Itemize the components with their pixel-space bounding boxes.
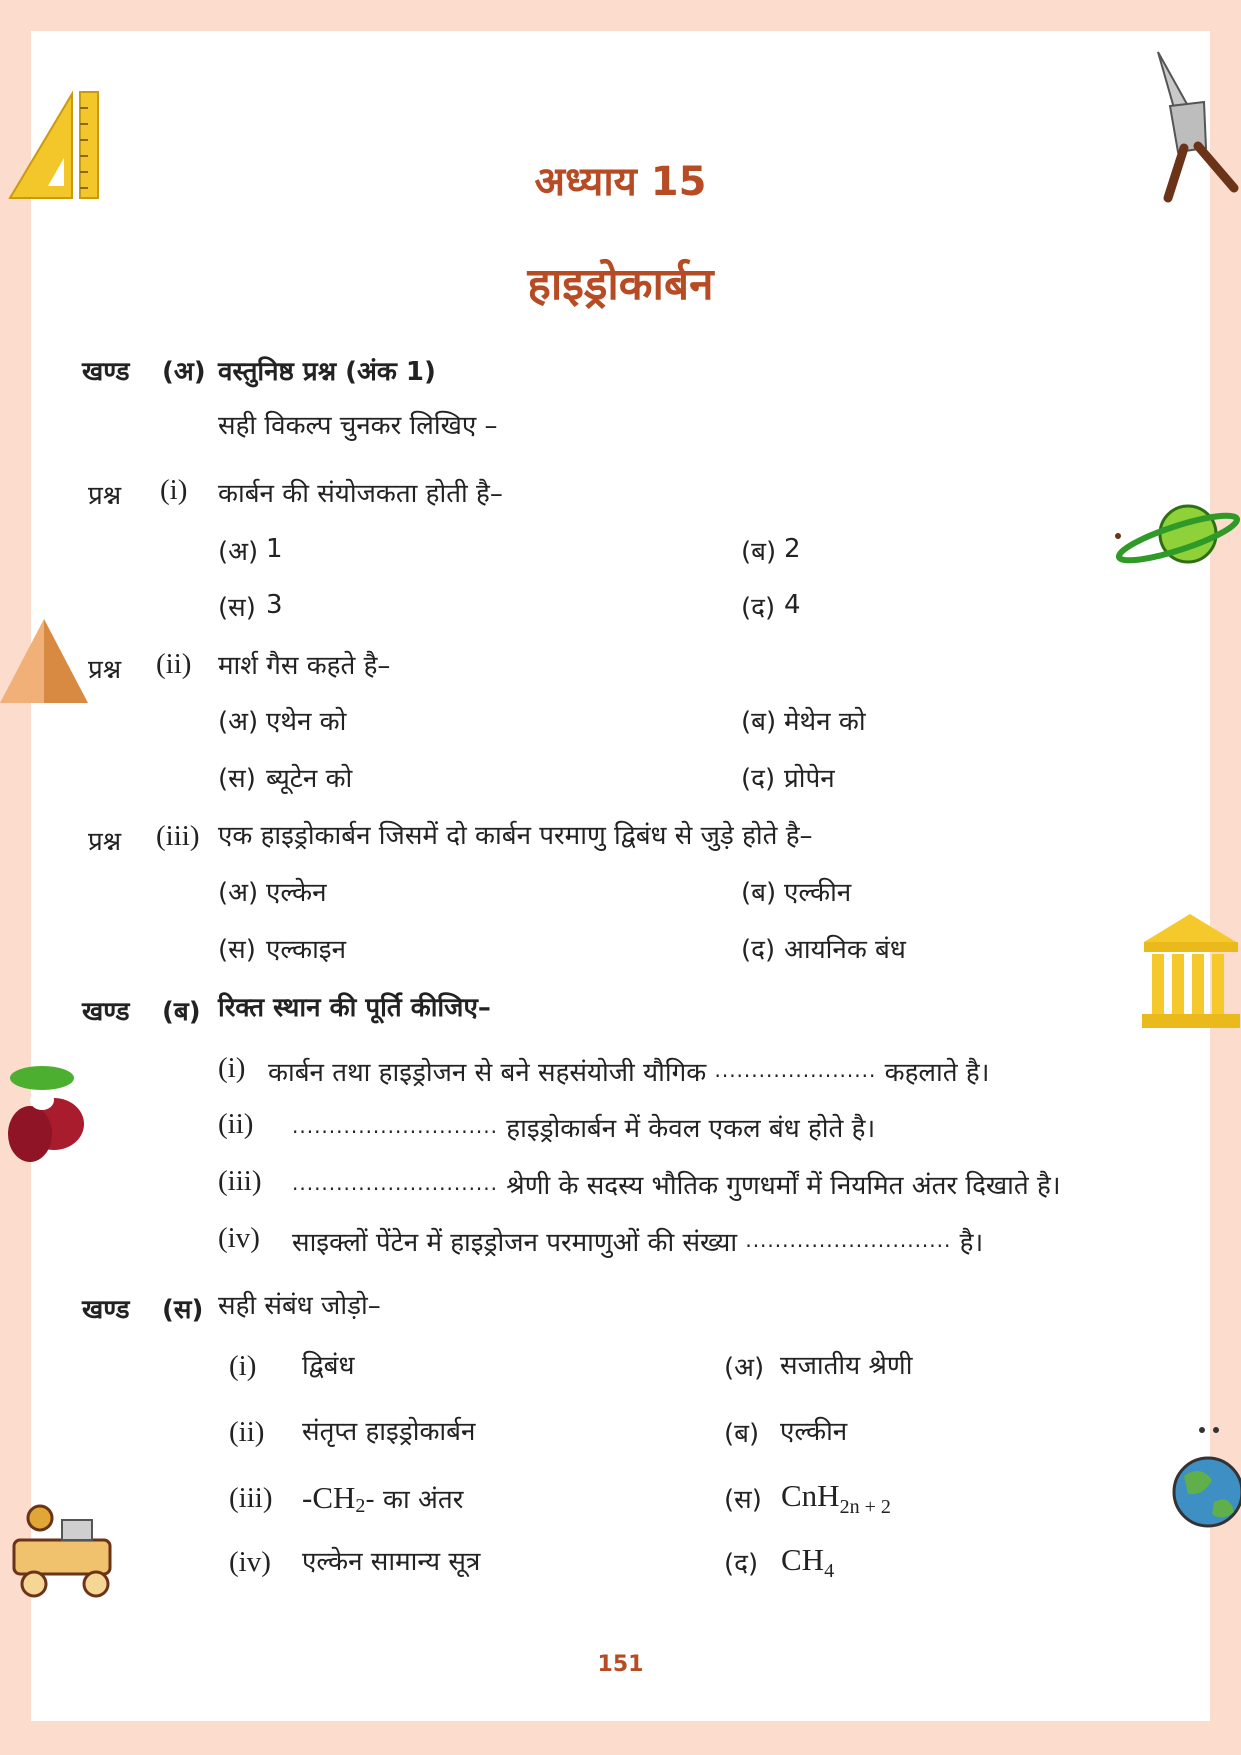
formula-base: CH (781, 1542, 825, 1577)
formula-subscript: 2n + 2 (839, 1496, 891, 1519)
match-left-text: संतृप्त हाइड्रोकार्बन (302, 1417, 476, 1447)
option-text: मेथेन को (784, 707, 866, 737)
page-title: हाइड्रोकार्बन (527, 259, 714, 310)
planet-icon (1108, 500, 1241, 570)
question-number: (iii) (156, 820, 200, 852)
option-marker: (ब) (741, 707, 777, 737)
match-left-number: (iii) (229, 1482, 273, 1514)
question-label: प्रश्न (88, 827, 122, 857)
match-right-text: एल्कीन (780, 1417, 848, 1447)
item-number: (i) (218, 1052, 246, 1084)
formula-subscript: 4 (824, 1560, 835, 1583)
match-left-number: (iv) (229, 1546, 271, 1578)
blank: ............................ (745, 1228, 952, 1252)
question-number: (ii) (156, 648, 192, 680)
section-b-label: खण्ड (82, 997, 130, 1027)
question-text: कार्बन की संयोजकता होती है– (218, 479, 503, 509)
chapter-heading: अध्याय 15 (534, 159, 707, 205)
option-text: 1 (266, 534, 283, 564)
section-c-label: खण्ड (82, 1295, 130, 1325)
section-a-label: खण्ड (82, 357, 130, 387)
fill-blank-item (268, 1053, 990, 1089)
option-marker: (स) (218, 593, 256, 623)
section-b-marker: (ब) (162, 997, 201, 1027)
section-a-marker: (अ) (162, 357, 206, 387)
item-number: (iii) (218, 1165, 262, 1197)
option-text: एल्काइन (266, 935, 347, 965)
pyramid-icon (0, 615, 88, 705)
item-text: कार्बन तथा हाइड्रोजन से बने सहसंयोजी यौगिक (268, 1058, 707, 1088)
item-number: (iv) (218, 1222, 260, 1254)
option-text: 2 (784, 534, 801, 564)
match-right-marker: (अ) (724, 1353, 765, 1383)
item-text: है। (959, 1228, 984, 1258)
section-c-heading: सही संबंध जोड़ो– (218, 1291, 381, 1321)
match-right-marker: (स) (724, 1485, 762, 1515)
item-text: श्रेणी के सदस्य भौतिक गुणधर्मों में नियमित अंतर दिखाते है। (506, 1171, 1061, 1201)
match-right-text: सजातीय श्रेणी (780, 1351, 913, 1381)
question-text: एक हाइड्रोकार्बन जिसमें दो कार्बन परमाणु द्विबंध से जुड़े होते है– (218, 821, 813, 851)
match-left-number: (ii) (229, 1416, 265, 1448)
option-marker: (अ) (218, 707, 259, 737)
fill-blank-item (292, 1109, 875, 1145)
globe-icon (1168, 1424, 1241, 1530)
section-a-heading: वस्तुनिष्ठ प्रश्न (अंक 1) (218, 357, 436, 387)
cart-icon (0, 1500, 126, 1600)
match-right-formula (781, 1478, 891, 1519)
section-a-instruction: सही विकल्प चुनकर लिखिए – (218, 411, 498, 441)
blank: ...................... (714, 1058, 877, 1082)
formula-prefix: -CH (302, 1480, 356, 1515)
option-text: आयनिक बंध (784, 935, 906, 965)
option-text: 3 (266, 590, 283, 620)
question-label: प्रश्न (88, 481, 122, 511)
option-marker: (स) (218, 935, 256, 965)
item-text: हाइड्रोकार्बन में केवल एकल बंध होते है। (506, 1114, 876, 1144)
fill-blank-item (292, 1166, 1061, 1202)
option-text: एथेन को (266, 707, 347, 737)
option-marker: (द) (741, 593, 776, 623)
formula-suffix: - का अंतर (365, 1485, 464, 1515)
temple-icon (1140, 912, 1241, 1030)
item-number: (ii) (218, 1108, 254, 1140)
section-b-heading: रिक्त स्थान की पूर्ति कीजिए– (218, 993, 491, 1023)
item-text: कहलाते है। (884, 1058, 990, 1088)
match-left-text: द्विबंध (302, 1351, 355, 1381)
option-text: एल्कीन (784, 878, 852, 908)
option-text: प्रोपेन (784, 764, 835, 794)
option-text: 4 (784, 590, 801, 620)
match-left-text: एल्केन सामान्य सूत्र (302, 1547, 481, 1577)
option-text: ब्यूटेन को (266, 764, 353, 794)
match-left-text (302, 1480, 463, 1518)
match-right-marker: (ब) (724, 1419, 760, 1449)
match-right-formula (781, 1542, 834, 1583)
match-right-marker: (द) (724, 1549, 759, 1579)
fruit-icon (2, 1060, 92, 1170)
option-marker: (अ) (218, 537, 259, 567)
option-marker: (द) (741, 764, 776, 794)
option-text: एल्केन (266, 878, 327, 908)
question-number: (i) (160, 474, 188, 506)
blank: ............................ (292, 1171, 499, 1195)
option-marker: (ब) (741, 878, 777, 908)
question-label: प्रश्न (88, 655, 122, 685)
option-marker: (स) (218, 764, 256, 794)
formula-base: CnH (781, 1478, 840, 1513)
section-c-marker: (स) (162, 1295, 204, 1325)
item-text: साइक्लों पेंटेन में हाइड्रोजन परमाणुओं की संख्या (292, 1228, 738, 1258)
option-marker: (अ) (218, 878, 259, 908)
match-left-number: (i) (229, 1350, 257, 1382)
option-marker: (द) (741, 935, 776, 965)
page-number: 151 (597, 1652, 644, 1677)
question-text: मार्श गैस कहते है– (218, 651, 391, 681)
blank: ............................ (292, 1114, 499, 1138)
option-marker: (ब) (741, 537, 777, 567)
fill-blank-item (292, 1223, 983, 1259)
formula-subscript: 2 (355, 1495, 366, 1518)
